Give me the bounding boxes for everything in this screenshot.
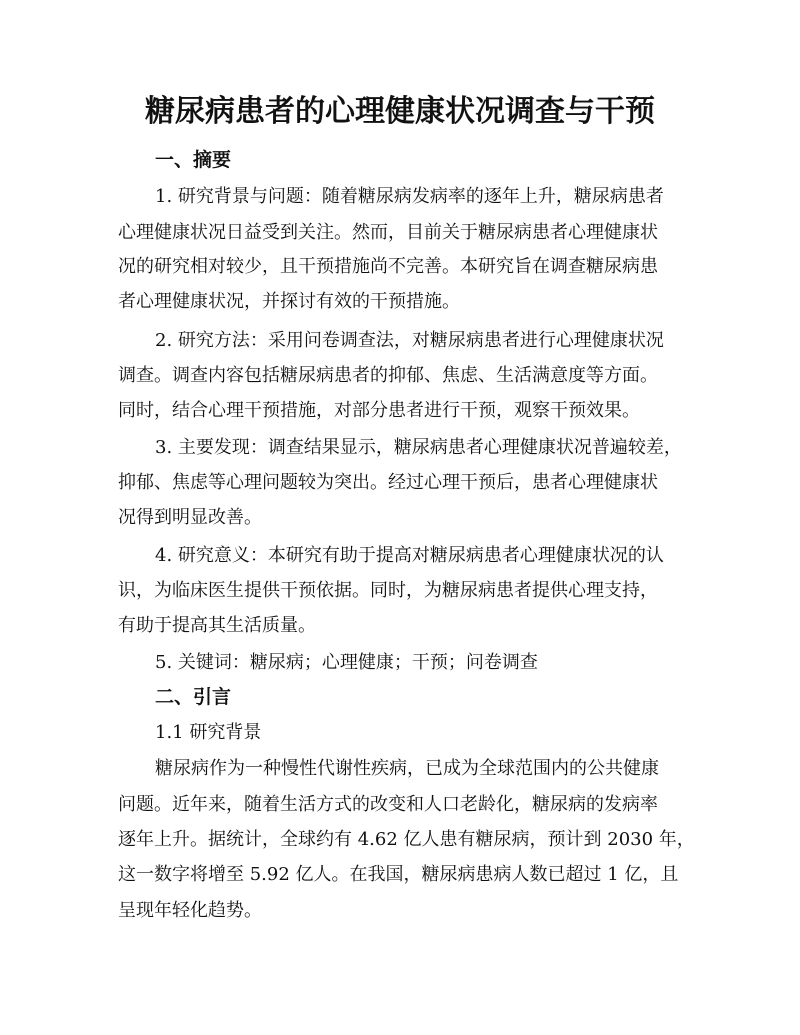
intro-heading: 二、引言 [155, 686, 232, 708]
paragraph-line: 糖尿病作为一种慢性代谢性疾病，已成为全球范围内的公共健康 [155, 758, 659, 779]
paragraph-line: 况得到明显改善。 [118, 507, 262, 528]
subheading: 1.1 研究背景 [155, 722, 262, 743]
document-title: 糖尿病患者的心理健康状况调查与干预 [145, 94, 655, 129]
paragraph-line: 呈现年轻化趋势。 [118, 900, 262, 921]
paragraph-line: 抑郁、焦虑等心理问题较为突出。经过心理干预后，患者心理健康状 [118, 472, 658, 493]
paragraph-line: 这一数字将增至 5.92 亿人。在我国，糖尿病患病人数已超过 1 亿，且 [118, 864, 679, 885]
paragraph-line: 2. 研究方法：采用问卷调查法，对糖尿病患者进行心理健康状况 [155, 330, 664, 351]
paragraph-line: 有助于提高其生活质量。 [118, 615, 316, 636]
paragraph-line: 1. 研究背景与问题：随着糖尿病发病率的逐年上升，糖尿病患者 [155, 186, 664, 207]
paragraph-line: 心理健康状况日益受到关注。然而，目前关于糖尿病患者心理健康状 [118, 222, 658, 243]
paragraph-line: 4. 研究意义：本研究有助于提高对糖尿病患者心理健康状况的认 [155, 545, 664, 566]
paragraph-line: 况的研究相对较少，且干预措施尚不完善。本研究旨在调查糖尿病患 [118, 256, 658, 277]
paragraph-line: 3. 主要发现：调查结果显示，糖尿病患者心理健康状况普遍较差， [155, 437, 682, 458]
paragraph-line: 调查。调查内容包括糖尿病患者的抑郁、焦虑、生活满意度等方面。 [118, 365, 658, 386]
keywords-line: 5. 关键词：糖尿病；心理健康；干预；问卷调查 [155, 652, 538, 673]
paragraph-line: 同时，结合心理干预措施，对部分患者进行干预，观察干预效果。 [118, 400, 640, 421]
abstract-heading: 一、摘要 [155, 149, 232, 171]
paragraph-line: 逐年上升。据统计，全球约有 4.62 亿人患有糖尿病，预计到 2030 年， [118, 829, 695, 850]
paragraph-line: 识，为临床医生提供干预依据。同时，为糖尿病患者提供心理支持， [118, 580, 658, 601]
paragraph-line: 者心理健康状况，并探讨有效的干预措施。 [118, 291, 460, 312]
paragraph-line: 问题。近年来，随着生活方式的改变和人口老龄化，糖尿病的发病率 [118, 794, 658, 815]
